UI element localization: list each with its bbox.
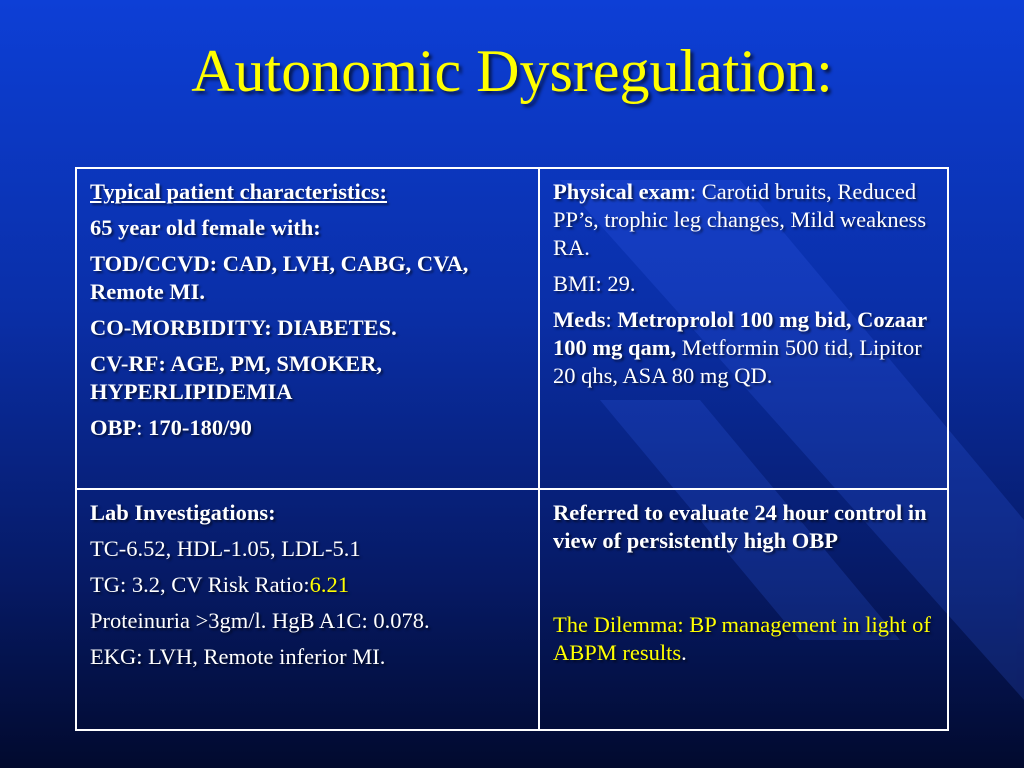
referral-cell [539,489,948,730]
risk-ratio-line [90,571,526,599]
referral-text: Referred to evaluate 24 hour control in view of persistently high OBP [553,500,927,553]
meds-line [553,306,935,390]
tod-ccvd-line: TOD/CCVD: CAD, LVH, CABG, CVA, Remote MI. [90,251,469,304]
lab-investigations-cell [76,489,539,730]
proteinuria-line: Proteinuria >3gm/l. HgB A1C: 0.078. [90,608,430,633]
patient-characteristics-cell [76,168,539,489]
lab-investigations-heading: Lab Investigations: [90,500,276,525]
meds-rest-text: Metformin 500 tid, Lipitor 20 qhs, ASA 80 mg QD. [553,335,922,388]
dilemma-period: . [681,640,687,665]
physical-exam-label: Physical exam [553,179,690,204]
patient-age-line: 65 year old female with: [90,215,321,240]
dilemma-line [553,611,935,667]
meds-bold-text: Metroprolol 100 mg bid, Cozaar 100 mg qam, [553,307,927,360]
physical-exam-cell [539,168,948,489]
obp-value: 170-180/90 [148,415,252,440]
risk-ratio-value: 6.21 [309,572,349,597]
dilemma-text: The Dilemma: BP management in light of ABPM results [553,612,931,665]
meds-separator: : [605,307,618,332]
ekg-line: EKG: LVH, Remote inferior MI. [90,644,386,669]
physical-exam-text: : Carotid bruits, Reduced PP’s, trophic leg changes, Mild weakness RA. [553,179,927,260]
risk-ratio-prefix: TG: 3.2, CV Risk Ratio: [90,572,310,597]
physical-exam-line [553,178,935,262]
obp-label: OBP [90,415,137,440]
table-row [76,168,948,489]
obp-separator: : [136,415,149,440]
obp-line [90,414,526,442]
meds-label: Meds [553,307,606,332]
lipid-line: TC-6.52, HDL-1.05, LDL-5.1 [90,536,361,561]
comorbidity-line: CO-MORBIDITY: DIABETES. [90,315,397,340]
bmi-line: BMI: 29. [553,271,636,296]
table-row [76,489,948,730]
cv-rf-line: CV-RF: AGE, PM, SMOKER, HYPERLIPIDEMIA [90,351,383,404]
patient-characteristics-heading: Typical patient characteristics: [90,179,388,204]
slide-title: Autonomic Dysregulation: [191,38,833,104]
case-table [75,167,949,731]
